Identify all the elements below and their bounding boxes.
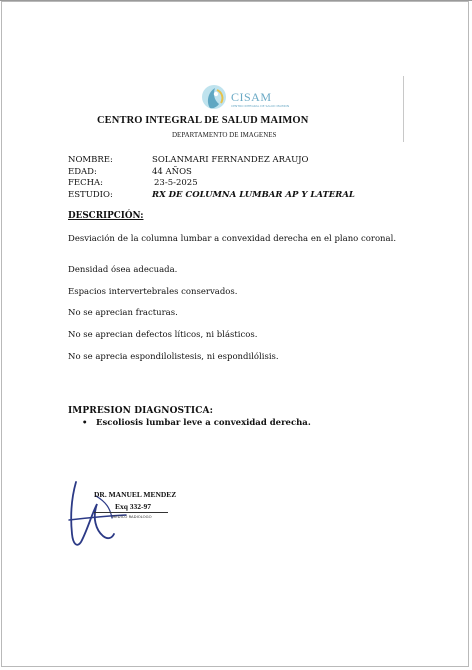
name-value: SOLANMARI FERNANDEZ ARAUJO	[152, 155, 309, 165]
logo-tagline: CENTRO INTEGRAL DE SALUD MAIMON	[231, 104, 290, 108]
impression-item-text: Escoliosis lumbar leve a convexidad derecha.	[96, 418, 311, 428]
description-paragraph: No se aprecia espondilolistesis, ni espondilólisis.	[68, 352, 279, 362]
date-value: 23-5-2025	[154, 178, 198, 188]
description-paragraph: Densidad ósea adecuada.	[68, 265, 178, 275]
patient-name-row	[68, 155, 408, 167]
description-paragraph: No se aprecian fracturas.	[68, 308, 178, 318]
margin-marker	[403, 76, 404, 142]
date-label: FECHA:	[68, 178, 104, 188]
doctor-role: MEDICO RADIOLOGO	[112, 514, 152, 519]
description-paragraph: No se aprecian defectos líticos, ni blásticos.	[68, 330, 258, 340]
logo-name: CISAM	[231, 90, 272, 104]
doctor-license: Exq 332-97	[115, 502, 152, 511]
age-value: 44 AÑOS	[152, 166, 192, 177]
study-value: RX DE COLUMNA LUMBAR AP Y LATERAL	[152, 189, 355, 200]
name-label: NOMBRE:	[68, 155, 113, 165]
study-label: ESTUDIO:	[68, 189, 113, 200]
cisam-logo	[200, 80, 290, 114]
description-paragraph: Desviación de la columna lumbar a convexidad derecha en el plano coronal.	[68, 234, 397, 244]
age-label: EDAD:	[68, 166, 97, 177]
date-row	[68, 178, 408, 190]
institution-title: CENTRO INTEGRAL DE SALUD MAIMON	[97, 115, 309, 126]
patient-age-row	[68, 167, 408, 179]
patient-info	[68, 155, 408, 201]
cisam-logo-icon	[200, 82, 230, 112]
signature-line	[94, 512, 168, 513]
department-name: DEPARTAMENTO DE IMAGENES	[172, 131, 277, 139]
doctor-name: DR. MANUEL MENDEZ	[94, 490, 177, 499]
impression-title: IMPRESION DIAGNOSTICA:	[68, 406, 214, 416]
study-row	[68, 190, 408, 202]
bullet-dot-icon: •	[82, 418, 88, 428]
description-title: DESCRIPCIÓN:	[68, 211, 144, 221]
description-paragraph: Espacios intervertebrales conservados.	[68, 287, 238, 297]
